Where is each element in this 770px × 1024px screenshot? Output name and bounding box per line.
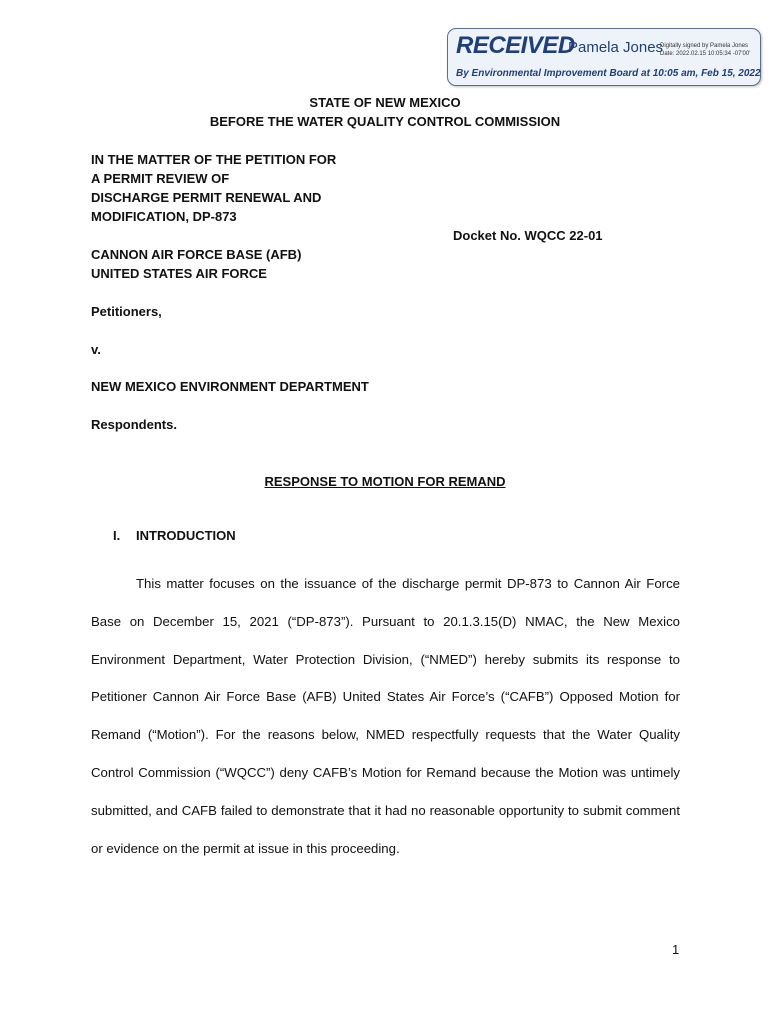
caption-petitioner-line: UNITED STATES AIR FORCE <box>91 266 267 281</box>
caption-matter-line: DISCHARGE PERMIT RENEWAL AND <box>91 190 322 205</box>
caption-matter-line: IN THE MATTER OF THE PETITION FOR <box>91 152 337 167</box>
stamp-digital-signature <box>660 43 750 58</box>
respondent-name: NEW MEXICO ENVIRONMENT DEPARTMENT <box>91 379 369 394</box>
stamp-signed-line1: Digitally signed by Pamela Jones <box>660 43 749 49</box>
versus-label: v. <box>91 342 101 357</box>
caption-matter-line: MODIFICATION, DP-873 <box>91 209 237 224</box>
section-heading: INTRODUCTION <box>136 528 236 543</box>
introduction-paragraph: This matter focuses on the issuance of the discharge permit DP-873 to Cannon Air Force Base on December 15, 2021 (“DP-873”). Pursuant to 20.1.3.15(D) NMAC, the New Mexico Environment Department, Water Protection Division, (“NMED”) hereby submits its response to Petitioner Cannon Air Force Base (AFB) United States Air Force’s (“CAFB”) Opposed Motion for Remand (“Motion”). For the reasons below, NMED respectfully requests that the Water Quality Control Commission (“WQCC”) deny CAFB’s Motion for Remand because the Motion was untimely submitted, and CAFB failed to demonstrate that it had no reasonable opportunity to submit comment or evidence on the permit at issue in this proceeding. <box>91 576 680 856</box>
section-number: I. <box>113 528 121 543</box>
docket-number: Docket No. WQCC 22-01 <box>453 228 603 243</box>
page-number: 1 <box>672 942 680 957</box>
document-title: RESPONSE TO MOTION FOR REMAND <box>264 474 506 489</box>
caption-petitioner-line: CANNON AIR FORCE BASE (AFB) <box>91 247 302 262</box>
stamp-received-text: RECEIVED <box>456 32 575 59</box>
header-state: STATE OF NEW MEXICO <box>309 95 461 110</box>
stamp-signed-line2: Date: 2022.02.15 10:05:34 -07'00' <box>660 50 751 57</box>
respondents-label: Respondents. <box>91 417 177 432</box>
petitioners-label: Petitioners, <box>91 304 162 319</box>
received-stamp <box>447 28 761 86</box>
header-commission: BEFORE THE WATER QUALITY CONTROL COMMISSION <box>209 114 561 129</box>
stamp-by-line: By Environmental Improvement Board at 10:05 am, Feb 15, 2022 <box>456 68 761 79</box>
caption-matter-line: A PERMIT REVIEW OF <box>91 171 230 186</box>
stamp-signer-name: Pamela Jones <box>568 39 664 56</box>
